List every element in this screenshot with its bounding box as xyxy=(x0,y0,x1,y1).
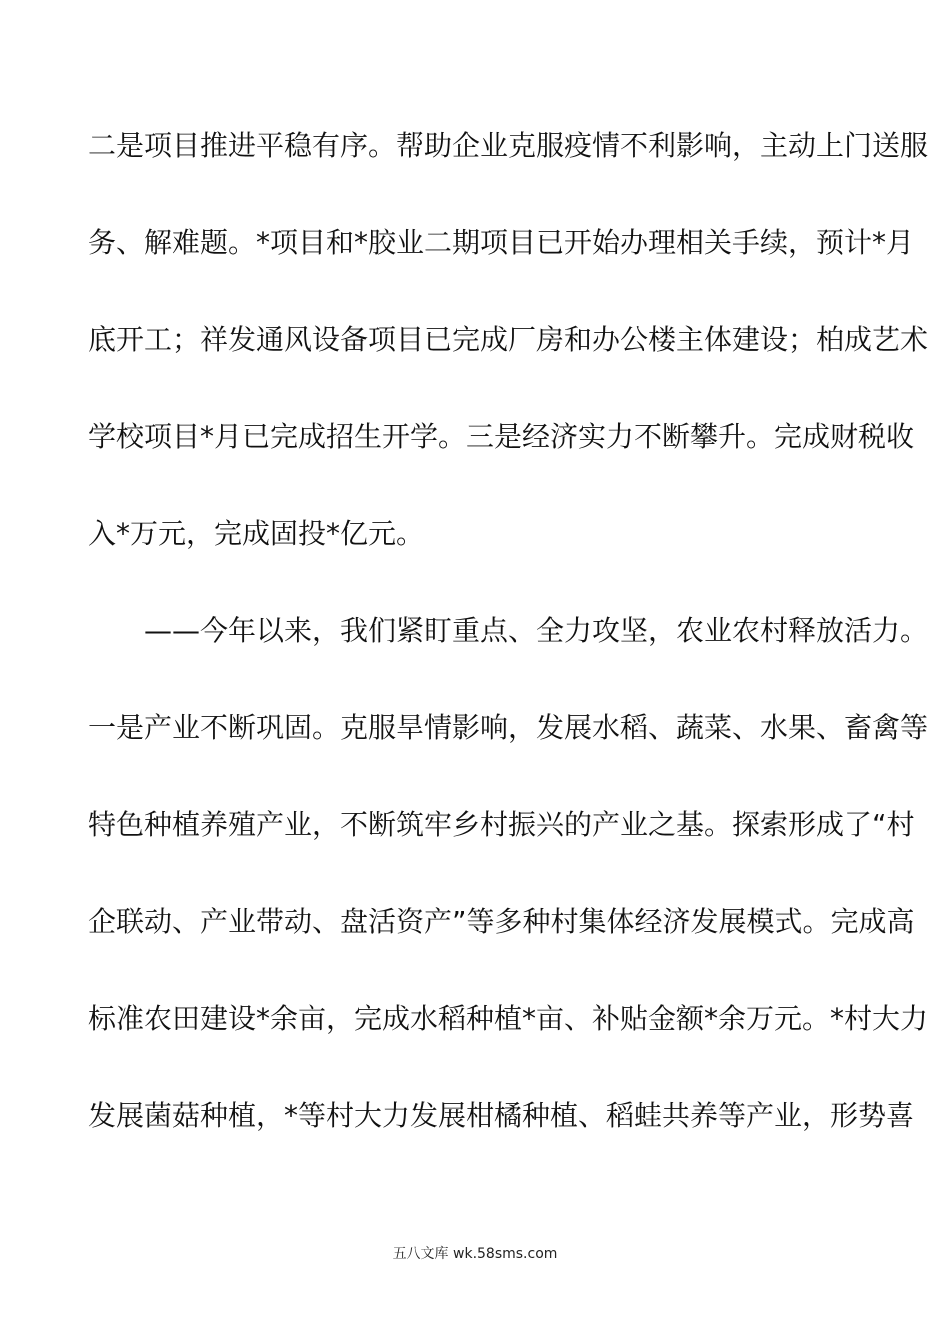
body-text-line: 发展菌菇种植，*等村大力发展柑橘种植、稻蛙共养等产业，形势喜 xyxy=(88,1099,915,1132)
paragraph-lead-line: ——今年以来，我们紧盯重点、全力攻坚，农业农村释放活力。 xyxy=(144,614,929,647)
body-text-line: 底开工；祥发通风设备项目已完成厂房和办公楼主体建设；柏成艺术 xyxy=(88,323,929,356)
body-text-line: 企联动、产业带动、盘活资产”等多种村集体经济发展模式。完成高 xyxy=(88,905,915,938)
body-text-line: 务、解难题。*项目和*胶业二期项目已开始办理相关手续，预计*月 xyxy=(88,226,915,259)
body-text-line: 特色种植养殖产业，不断筑牢乡村振兴的产业之基。探索形成了“村 xyxy=(88,808,915,841)
footer-watermark: 五八文库 wk.58sms.com xyxy=(392,1246,558,1262)
body-text-line: 二是项目推进平稳有序。帮助企业克服疫情不利影响，主动上门送服 xyxy=(88,129,929,162)
body-text-line: 入*万元，完成固投*亿元。 xyxy=(88,517,425,550)
body-text-line: 一是产业不断巩固。克服旱情影响，发展水稻、蔬菜、水果、畜禽等 xyxy=(88,711,929,744)
body-text-line: 学校项目*月已完成招生开学。三是经济实力不断攀升。完成财税收 xyxy=(88,420,915,453)
body-text-line: 标准农田建设*余亩，完成水稻种植*亩、补贴金额*余万元。*村大力 xyxy=(88,1002,929,1035)
